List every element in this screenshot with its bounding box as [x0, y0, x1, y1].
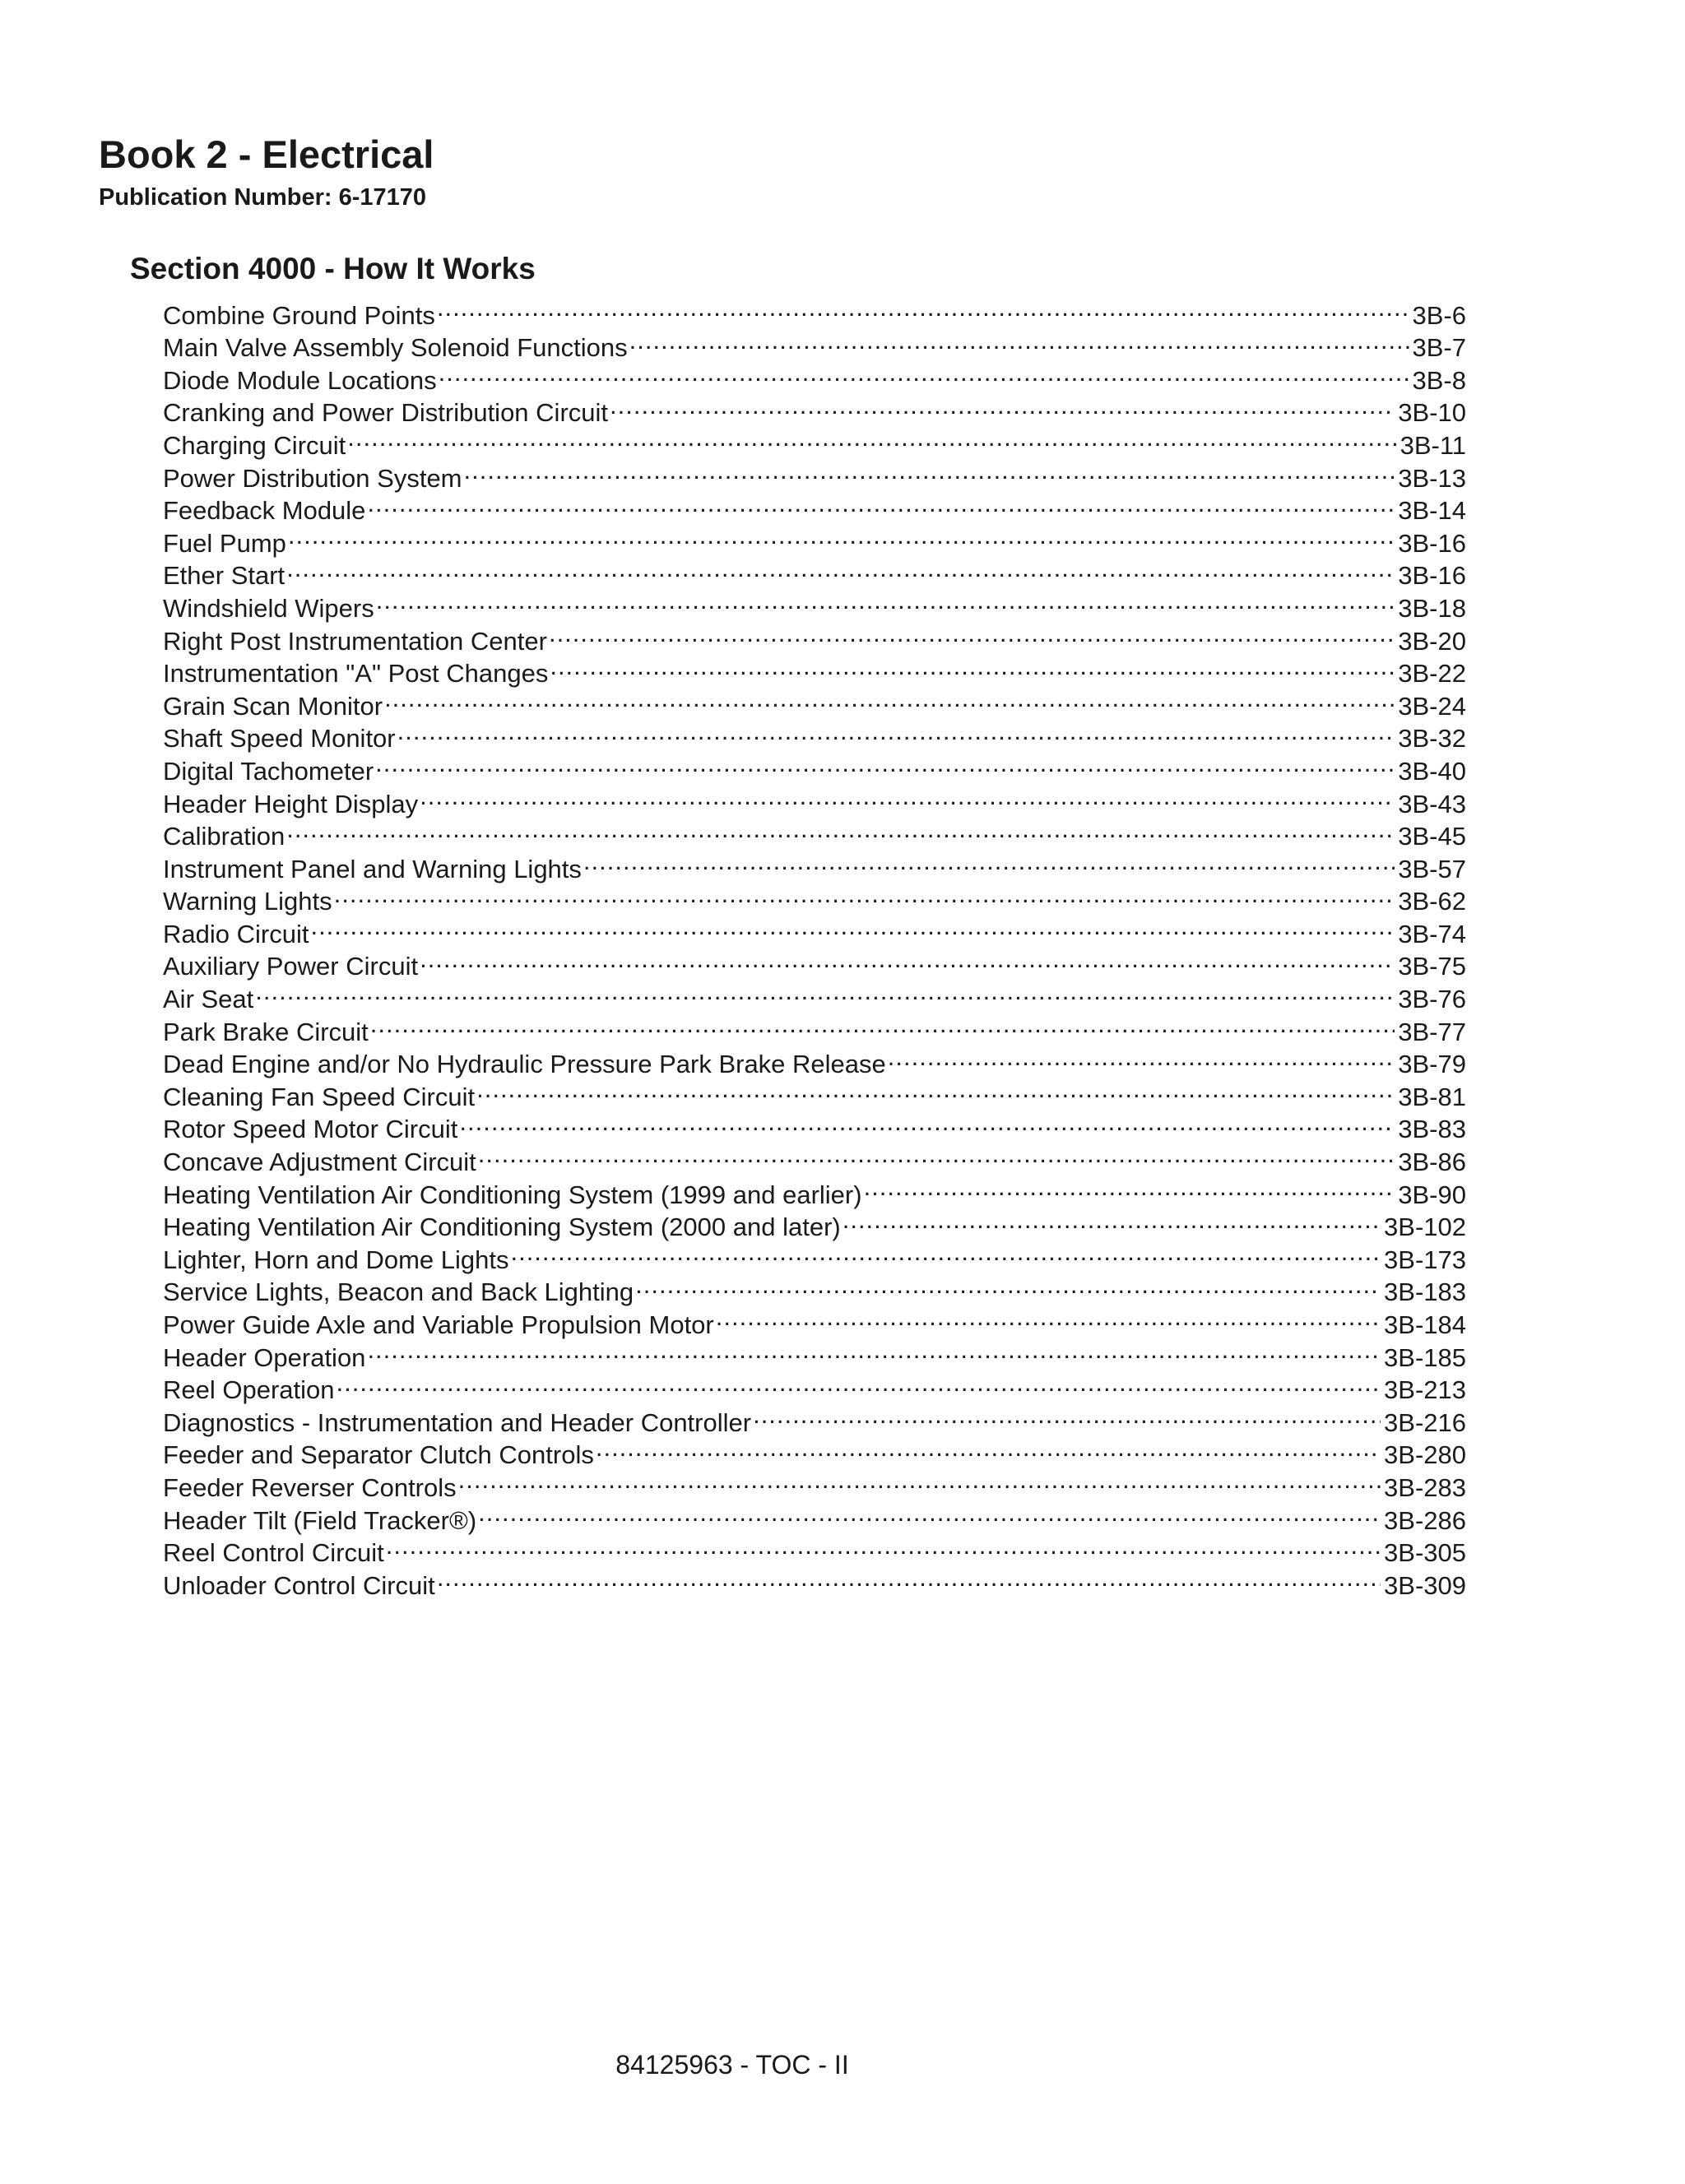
toc-entry-title: Main Valve Assembly Solenoid Functions	[163, 333, 628, 363]
toc-entry-page: 3B-14	[1398, 496, 1466, 526]
toc-entry-title: Reel Operation	[163, 1375, 335, 1405]
toc-entry-title: Charging Circuit	[163, 430, 346, 460]
toc-dot-leader	[610, 389, 1395, 422]
toc-dot-leader	[310, 910, 1395, 943]
toc-entry-title: Ether Start	[163, 561, 285, 591]
toc-entry-title: Power Guide Axle and Variable Propulsion Motor	[163, 1310, 714, 1339]
toc-entry-title: Header Height Display	[163, 789, 419, 818]
toc-entry-title: Heating Ventilation Air Conditioning System (1999 and earlier)	[163, 1180, 862, 1209]
toc-entry-page: 3B-81	[1398, 1082, 1466, 1111]
toc-entry-page: 3B-6	[1412, 300, 1466, 330]
toc-entry-title: Shaft Speed Monitor	[163, 724, 396, 754]
toc-entry-title: Warning Lights	[163, 887, 332, 916]
toc-dot-leader	[439, 356, 1409, 389]
toc-entry-page: 3B-183	[1384, 1277, 1466, 1307]
section-title: Section 4000 - How It Works	[130, 252, 536, 285]
toc-entry-page: 3B-77	[1398, 1017, 1466, 1046]
toc-entry-page: 3B-32	[1398, 724, 1466, 754]
toc-entry-title: Instrumentation "A" Post Changes	[163, 659, 549, 689]
toc-entry-title: Cranking and Power Distribution Circuit	[163, 398, 609, 428]
toc-dot-leader	[716, 1301, 1381, 1333]
toc-entry-page: 3B-213	[1384, 1375, 1466, 1405]
toc-entry[interactable]	[163, 1008, 1466, 1046]
toc-entry[interactable]	[163, 975, 1466, 1014]
toc-entry-page: 3B-62	[1398, 887, 1466, 916]
toc-dot-leader	[386, 1529, 1381, 1562]
toc-entry-title: Air Seat	[163, 985, 254, 1014]
toc-dot-leader	[397, 715, 1395, 748]
toc-entry-page: 3B-280	[1384, 1440, 1466, 1470]
toc-entry[interactable]	[163, 519, 1466, 558]
toc-entry[interactable]	[163, 552, 1466, 591]
toc-entry-title: Reel Control Circuit	[163, 1538, 384, 1568]
toc-dot-leader	[478, 1496, 1381, 1529]
toc-entry-page: 3B-8	[1412, 365, 1466, 395]
toc-entry-title: Power Distribution System	[163, 463, 462, 493]
toc-entry-title: Right Post Instrumentation Center	[163, 626, 547, 656]
toc-dot-leader	[437, 1561, 1381, 1594]
toc-entry-page: 3B-40	[1398, 756, 1466, 786]
toc-entry[interactable]	[163, 584, 1466, 623]
toc-entry-page: 3B-184	[1384, 1310, 1466, 1339]
toc-entry-title: Combine Ground Points	[163, 300, 435, 330]
toc-entry-title: Lighter, Horn and Dome Lights	[163, 1245, 509, 1274]
toc-dot-leader	[367, 1333, 1381, 1366]
toc-entry-title: Dead Engine and/or No Hydraulic Pressure Park Brake Release	[163, 1050, 886, 1079]
toc-entry-page: 3B-309	[1384, 1570, 1466, 1600]
toc-entry[interactable]	[163, 1398, 1466, 1437]
toc-entry-page: 3B-20	[1398, 626, 1466, 656]
toc-entry-page: 3B-173	[1384, 1245, 1466, 1274]
book-title: Book 2 - Electrical	[99, 132, 434, 176]
toc-entry-page: 3B-76	[1398, 985, 1466, 1014]
publication-number: Publication Number: 6-17170	[99, 184, 427, 211]
toc-dot-leader	[288, 519, 1395, 552]
toc-dot-leader	[629, 324, 1409, 357]
toc-dot-leader	[376, 584, 1395, 617]
toc-entry-title: Grain Scan Monitor	[163, 691, 383, 721]
toc-entry-title: Digital Tachometer	[163, 756, 374, 786]
toc-dot-leader	[583, 845, 1395, 878]
toc-dot-leader	[888, 1041, 1395, 1073]
toc-dot-leader	[478, 1138, 1395, 1171]
toc-entry-page: 3B-16	[1398, 528, 1466, 558]
toc-entry[interactable]	[163, 910, 1466, 948]
toc-entry-page: 3B-16	[1398, 561, 1466, 591]
toc-entry-page: 3B-24	[1398, 691, 1466, 721]
toc-entry-title: Park Brake Circuit	[163, 1017, 369, 1046]
toc-dot-leader	[550, 650, 1395, 683]
toc-entry-page: 3B-83	[1398, 1115, 1466, 1144]
toc-entry[interactable]	[163, 813, 1466, 851]
toc-dot-leader	[510, 1236, 1381, 1268]
toc-entry-title: Concave Adjustment Circuit	[163, 1148, 476, 1177]
toc-dot-leader	[370, 1008, 1395, 1041]
toc-entry[interactable]	[163, 291, 1466, 330]
toc-dot-leader	[367, 487, 1395, 520]
toc-entry-page: 3B-286	[1384, 1505, 1466, 1535]
toc-dot-leader	[375, 747, 1395, 780]
toc-entry-title: Unloader Control Circuit	[163, 1570, 435, 1600]
toc-dot-leader	[864, 1171, 1395, 1203]
toc-dot-leader	[476, 1073, 1395, 1106]
toc-entry[interactable]	[163, 1366, 1466, 1405]
toc-dot-leader	[549, 617, 1395, 650]
toc-dot-leader	[420, 780, 1395, 813]
toc-entry-title: Feeder Reverser Controls	[163, 1472, 457, 1502]
toc-entry-page: 3B-7	[1412, 333, 1466, 363]
toc-dot-leader	[286, 813, 1395, 846]
toc-dot-leader	[753, 1398, 1381, 1431]
toc-entry-page: 3B-86	[1398, 1148, 1466, 1177]
toc-entry-title: Feeder and Separator Clutch Controls	[163, 1440, 594, 1470]
toc-entry-title: Diode Module Locations	[163, 365, 437, 395]
toc-entry-title: Feedback Module	[163, 496, 366, 526]
toc-entry[interactable]	[163, 943, 1466, 981]
toc-entry-page: 3B-216	[1384, 1407, 1466, 1437]
toc-entry-page: 3B-305	[1384, 1538, 1466, 1568]
toc-entry-title: Service Lights, Beacon and Back Lighting	[163, 1277, 634, 1307]
toc-entry-title: Header Tilt (Field Tracker®)	[163, 1505, 477, 1535]
toc-entry-page: 3B-74	[1398, 919, 1466, 948]
toc-dot-leader	[842, 1203, 1381, 1236]
toc-entry-page: 3B-283	[1384, 1472, 1466, 1502]
toc-entry-title: Fuel Pump	[163, 528, 286, 558]
toc-dot-leader	[437, 291, 1409, 324]
toc-entry[interactable]	[163, 421, 1466, 460]
toc-entry-page: 3B-13	[1398, 463, 1466, 493]
toc-entry-title: Calibration	[163, 822, 285, 851]
toc-dot-leader	[347, 421, 1396, 454]
toc-dot-leader	[255, 975, 1395, 1008]
toc-entry-title: Rotor Speed Motor Circuit	[163, 1115, 458, 1144]
toc-entry-title: Auxiliary Power Circuit	[163, 952, 419, 981]
toc-dot-leader	[464, 454, 1395, 487]
toc-entry-page: 3B-185	[1384, 1342, 1466, 1372]
toc-entry-page: 3B-90	[1398, 1180, 1466, 1209]
toc-dot-leader	[596, 1431, 1381, 1464]
toc-dot-leader	[459, 1106, 1395, 1138]
toc-entry-title: Radio Circuit	[163, 919, 309, 948]
toc-dot-leader	[334, 878, 1395, 911]
toc-dot-leader	[420, 943, 1395, 976]
toc-entry-title: Heating Ventilation Air Conditioning System (2000 and later)	[163, 1213, 841, 1242]
toc-dot-leader	[286, 552, 1395, 585]
toc-dot-leader	[384, 682, 1395, 715]
toc-entry-title: Diagnostics - Instrumentation and Header Controller	[163, 1407, 752, 1437]
toc-dot-leader	[635, 1268, 1381, 1301]
toc-entry-page: 3B-75	[1398, 952, 1466, 981]
toc-entry-title: Windshield Wipers	[163, 593, 374, 623]
toc-entry-page: 3B-79	[1398, 1050, 1466, 1079]
toc-entry-title: Header Operation	[163, 1342, 366, 1372]
toc-list	[163, 291, 1466, 1600]
toc-entry[interactable]	[163, 845, 1466, 883]
toc-entry-page: 3B-102	[1384, 1213, 1466, 1242]
toc-entry-page: 3B-45	[1398, 822, 1466, 851]
toc-entry-page: 3B-11	[1400, 430, 1466, 460]
toc-dot-leader	[337, 1366, 1381, 1399]
toc-dot-leader	[458, 1463, 1381, 1496]
toc-entry-page: 3B-18	[1398, 593, 1466, 623]
toc-entry-title: Cleaning Fan Speed Circuit	[163, 1082, 476, 1111]
toc-entry-page: 3B-10	[1398, 398, 1466, 428]
toc-entry-title: Instrument Panel and Warning Lights	[163, 854, 582, 883]
toc-entry[interactable]	[163, 454, 1466, 493]
toc-entry-page: 3B-22	[1398, 659, 1466, 689]
toc-entry[interactable]	[163, 878, 1466, 916]
toc-entry-page: 3B-57	[1398, 854, 1466, 883]
page-footer: 84125963 - TOC - II	[615, 2050, 849, 2080]
toc-entry-page: 3B-43	[1398, 789, 1466, 818]
